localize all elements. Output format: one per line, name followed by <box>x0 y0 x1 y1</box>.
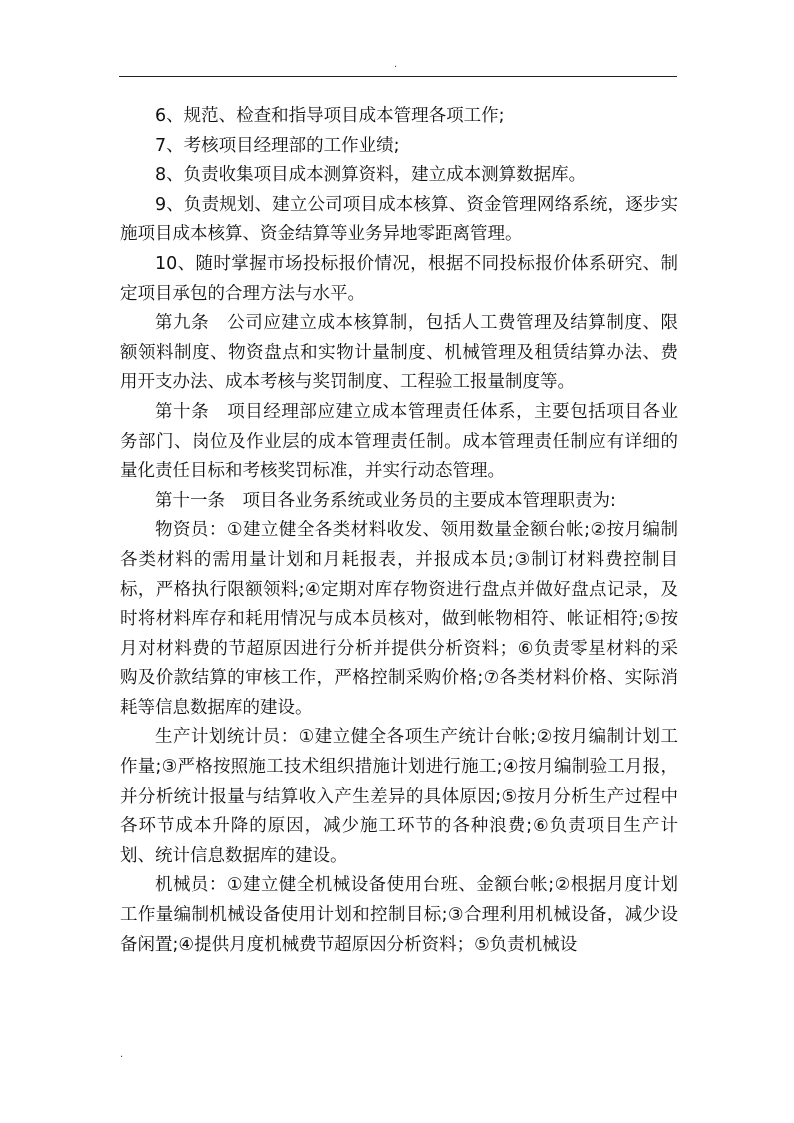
paragraph-production-statistician: 生产计划统计员：①建立健全各项生产统计台帐;②按月编制计划工作量;③严格按照施工技术组织措施计划进行施工;④按月编制验工月报，并分析统计报量与结算收入产生差异的具体原因;⑤按月分析生产过程中各环节成本升降的原因，减少施工环节的各种浪费;⑥负责项目生产计划、统计信息数据库的建设。 <box>120 727 678 866</box>
paragraph-machinery-clerk: 机械员：①建立健全机械设备使用台班、金额台帐;②根据月度计划工作量编制机械设备使用计划和控制目标;③合理利用机械设备，减少设备闲置;④提供月度机械费节超原因分析资料；⑤负责机械设 <box>120 875 678 955</box>
paragraph-item-10: 10、随时掌握市场投标报价情况，根据不同投标报价体系研究、制定项目承包的合理方法与水平。 <box>120 253 678 304</box>
document-body <box>120 102 678 960</box>
header-rule <box>119 76 677 77</box>
paragraph-article-9: 第九条 公司应建立成本核算制，包括人工费管理及结算制度、限额领料制度、物资盘点和实物计量制度、机械管理及租赁结算办法、费用开支办法、成本考核与奖罚制度、工程验工报量制度等。 <box>120 313 678 393</box>
paragraph-article-11: 第十一条 项目各业务系统或业务员的主要成本管理职责为: <box>155 490 616 511</box>
paragraph-item-7: 7、考核项目经理部的工作业绩; <box>155 135 400 156</box>
footer-mark: . <box>120 1049 124 1060</box>
paragraph-item-8: 8、负责收集项目成本测算资料，建立成本测算数据库。 <box>155 165 587 186</box>
header-mark: . <box>394 59 398 70</box>
paragraph-article-10: 第十条 项目经理部应建立成本管理责任体系，主要包括项目各业务部门、岗位及作业层的成本管理责任制。成本管理责任制应有详细的量化责任目标和考核奖罚标准，并实行动态管理。 <box>120 401 678 482</box>
paragraph-materials-clerk: 物资员：①建立健全各类材料收发、领用数量金额台帐;②按月编制各类材料的需用量计划和月耗报表，并报成本员;③制订材料费控制目标，严格执行限额领料;④定期对库存物资进行盘点并做好盘点记录，及时将材料库存和耗用情况与成本员核对，做到帐物相符、帐证相符;⑤按月对材料费的节超原因进行分析并提供分析资料；⑥负责零星材料的采购及价款结算的审核工作，严格控制采购价格;⑦各类材料价格、实际消耗等信息数据库的建设。 <box>120 520 678 718</box>
paragraph-item-9: 9、负责规划、建立公司项目成本核算、资金管理网络系统，逐步实施项目成本核算、资金结算等业务异地零距离管理。 <box>120 194 678 245</box>
paragraph-item-6: 6、规范、检查和指导项目成本管理各项工作; <box>155 106 505 126</box>
